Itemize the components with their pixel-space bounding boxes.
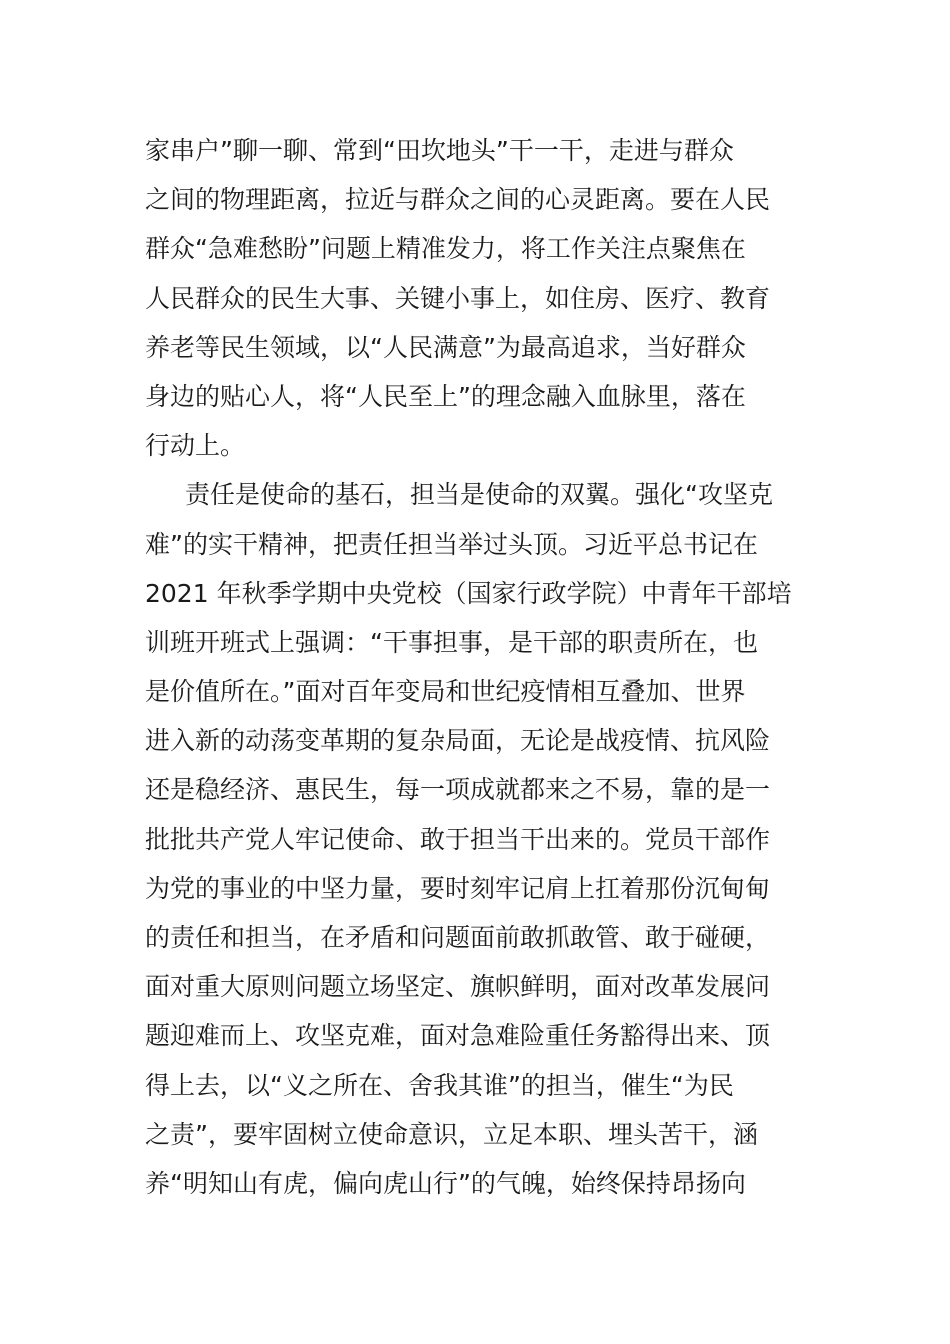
text-line: 面对重大原则问题立场坚定、旗帜鲜明，面对改革发展问: [145, 972, 771, 1002]
paragraph-2: [145, 470, 810, 1208]
text-line: 为党的事业的中坚力量，要时刻牢记肩上扛着那份沉甸甸: [145, 873, 771, 903]
text-line: 批批共产党人牢记使命、敢于担当干出来的。党员干部作: [145, 824, 771, 854]
text-line: 进入新的动荡变革期的复杂局面，无论是战疫情、抗风险: [145, 726, 771, 756]
text-line: 责任是使命的基石，担当是使命的双翼。强化“攻坚克: [185, 480, 773, 510]
text-line: 的责任和担当，在矛盾和问题面前敢抓敢管、敢于碰硬，: [145, 923, 771, 952]
text-line: 之责”，要牢固树立使命意识，立足本职、埋头苦干，涵: [145, 1119, 758, 1149]
text-line: 家串户”聊一聊、常到“田坎地头”干一干，走进与群众: [145, 136, 734, 165]
paragraph-1: [145, 126, 810, 470]
text-line: 群众“急难愁盼”问题上精准发力，将工作关注点聚焦在: [145, 234, 746, 264]
text-line: 难”的实干精神，把责任担当举过头顶。习近平总书记在: [145, 529, 758, 559]
text-line: 养老等民生领域，以“人民满意”为最高追求，当好群众: [145, 332, 746, 362]
text-line: 训班开班式上强调：“干事担事，是干部的职责所在，也: [145, 627, 758, 657]
text-line: 是价值所在。”面对百年变局和世纪疫情相互叠加、世界: [145, 677, 746, 707]
text-line: 养“明知山有虎，偏向虎山行”的气魄，始终保持昂扬向: [145, 1168, 746, 1198]
text-line: 2021 年秋季学期中央党校（国家行政学院）中青年干部培: [145, 578, 792, 608]
text-line: 人民群众的民生大事、关键小事上，如住房、医疗、教育: [145, 283, 771, 313]
text-line: 身边的贴心人，将“人民至上”的理念融入血脉里，落在: [145, 381, 746, 411]
text-line: 还是稳经济、惠民生，每一项成就都来之不易，靠的是一: [145, 775, 771, 805]
text-line: 行动上。: [145, 431, 246, 461]
text-line: 题迎难而上、攻坚克难，面对急难险重任务豁得出来、顶: [145, 1021, 771, 1051]
text-line: 之间的物理距离，拉近与群众之间的心灵距离。要在人民: [145, 185, 771, 215]
body-text: [145, 126, 810, 1208]
text-line: 得上去，以“义之所在、舍我其谁”的担当，催生“为民: [145, 1070, 734, 1100]
